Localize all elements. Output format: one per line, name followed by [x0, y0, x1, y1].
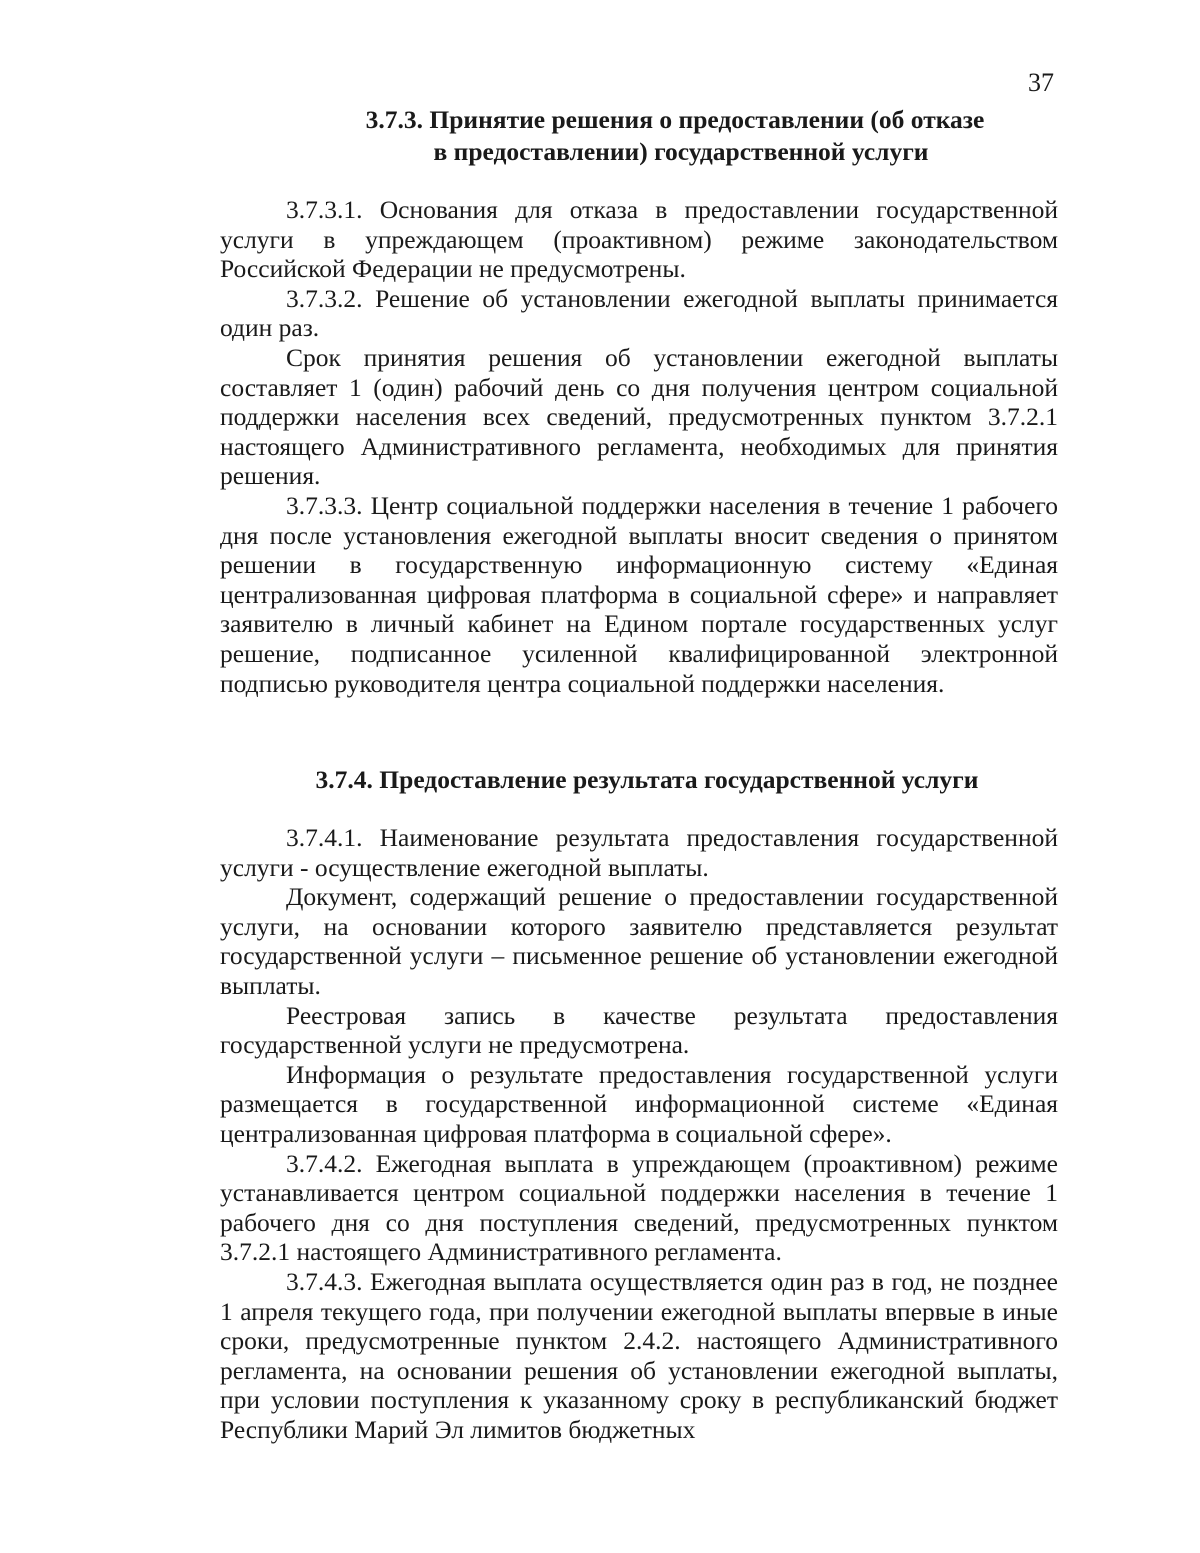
page-number: 37 — [1028, 68, 1054, 97]
paragraph: 3.7.3.3. Центр социальной поддержки населения в течение 1 рабочего дня после установления ежегодной выплаты вносит сведения о принятом решении в государственную информационную систему «Единая централизованная цифровая платформа в социальной сфере» и направляет заявителю в личный кабинет на Едином портале государственных услуг решение, подписанное усиленной квалифицированной электронной подписью руководителя центра социальной поддержки населения. — [220, 490, 1058, 698]
paragraph: Документ, содержащий решение о предоставлении государственной услуги, на основании которого заявителю представляется результат государственной услуги – письменное решение об установлении ежегодной выплаты. — [220, 882, 1058, 1001]
section-title-line-2: в предоставлении) государственной услуги — [433, 137, 929, 166]
section-title — [220, 764, 1058, 796]
paragraph: Информация о результате предоставления государственной услуги размещается в государственной информационной системе «Единая централизованная цифровая платформа в социальной сфере». — [220, 1059, 1058, 1149]
section-title-line-1: 3.7.3. Принятие решения о предоставлении (об отказе — [365, 105, 985, 134]
paragraph: 3.7.3.2. Решение об установлении ежегодной выплаты принимается один раз. — [220, 283, 1058, 343]
paragraph: 3.7.4.2. Ежегодная выплата в упреждающем (проактивном) режиме устанавливается центром социальной поддержки населения в течение 1 рабочего дня со дня поступления сведений, предусмотренных пунктом 3.7.2.1 настоящего Административного регламента. — [220, 1148, 1058, 1267]
paragraph: 3.7.4.1. Наименование результата предоставления государственной услуги - осуществление ежегодной выплаты. — [220, 823, 1058, 882]
document-body — [220, 104, 1058, 1445]
paragraph: Реестровая запись в качестве результата предоставления государственной услуги не предусмотрена. — [220, 1000, 1058, 1060]
section-3-7-4 — [220, 764, 1058, 1444]
section-title-line-1: 3.7.4. Предоставление результата государственной услуги — [315, 765, 979, 795]
paragraph: 3.7.3.1. Основания для отказа в предоставлении государственной услуги в упреждающем (проактивном) режиме законодательством Российской Федерации не предусмотрены. — [220, 195, 1058, 284]
paragraph: Срок принятия решения об установлении ежегодной выплаты составляет 1 (один) рабочий день со дня получения центром социальной поддержки населения всех сведений, предусмотренных пунктом 3.7.2.1 настоящего Административного регламента, необходимых для принятия решения. — [220, 342, 1058, 491]
section-title — [220, 104, 1058, 168]
section-3-7-3 — [220, 104, 1058, 698]
paragraph: 3.7.4.3. Ежегодная выплата осуществляется один раз в год, не позднее 1 апреля текущего года, при получении ежегодной выплаты впервые в иные сроки, предусмотренные пунктом 2.4.2. настоящего Административного регламента, на основании решения об установлении ежегодной выплаты, при условии поступления к указанному сроку в республиканский бюджет Республики Марий Эл лимитов бюджетных — [220, 1267, 1058, 1444]
